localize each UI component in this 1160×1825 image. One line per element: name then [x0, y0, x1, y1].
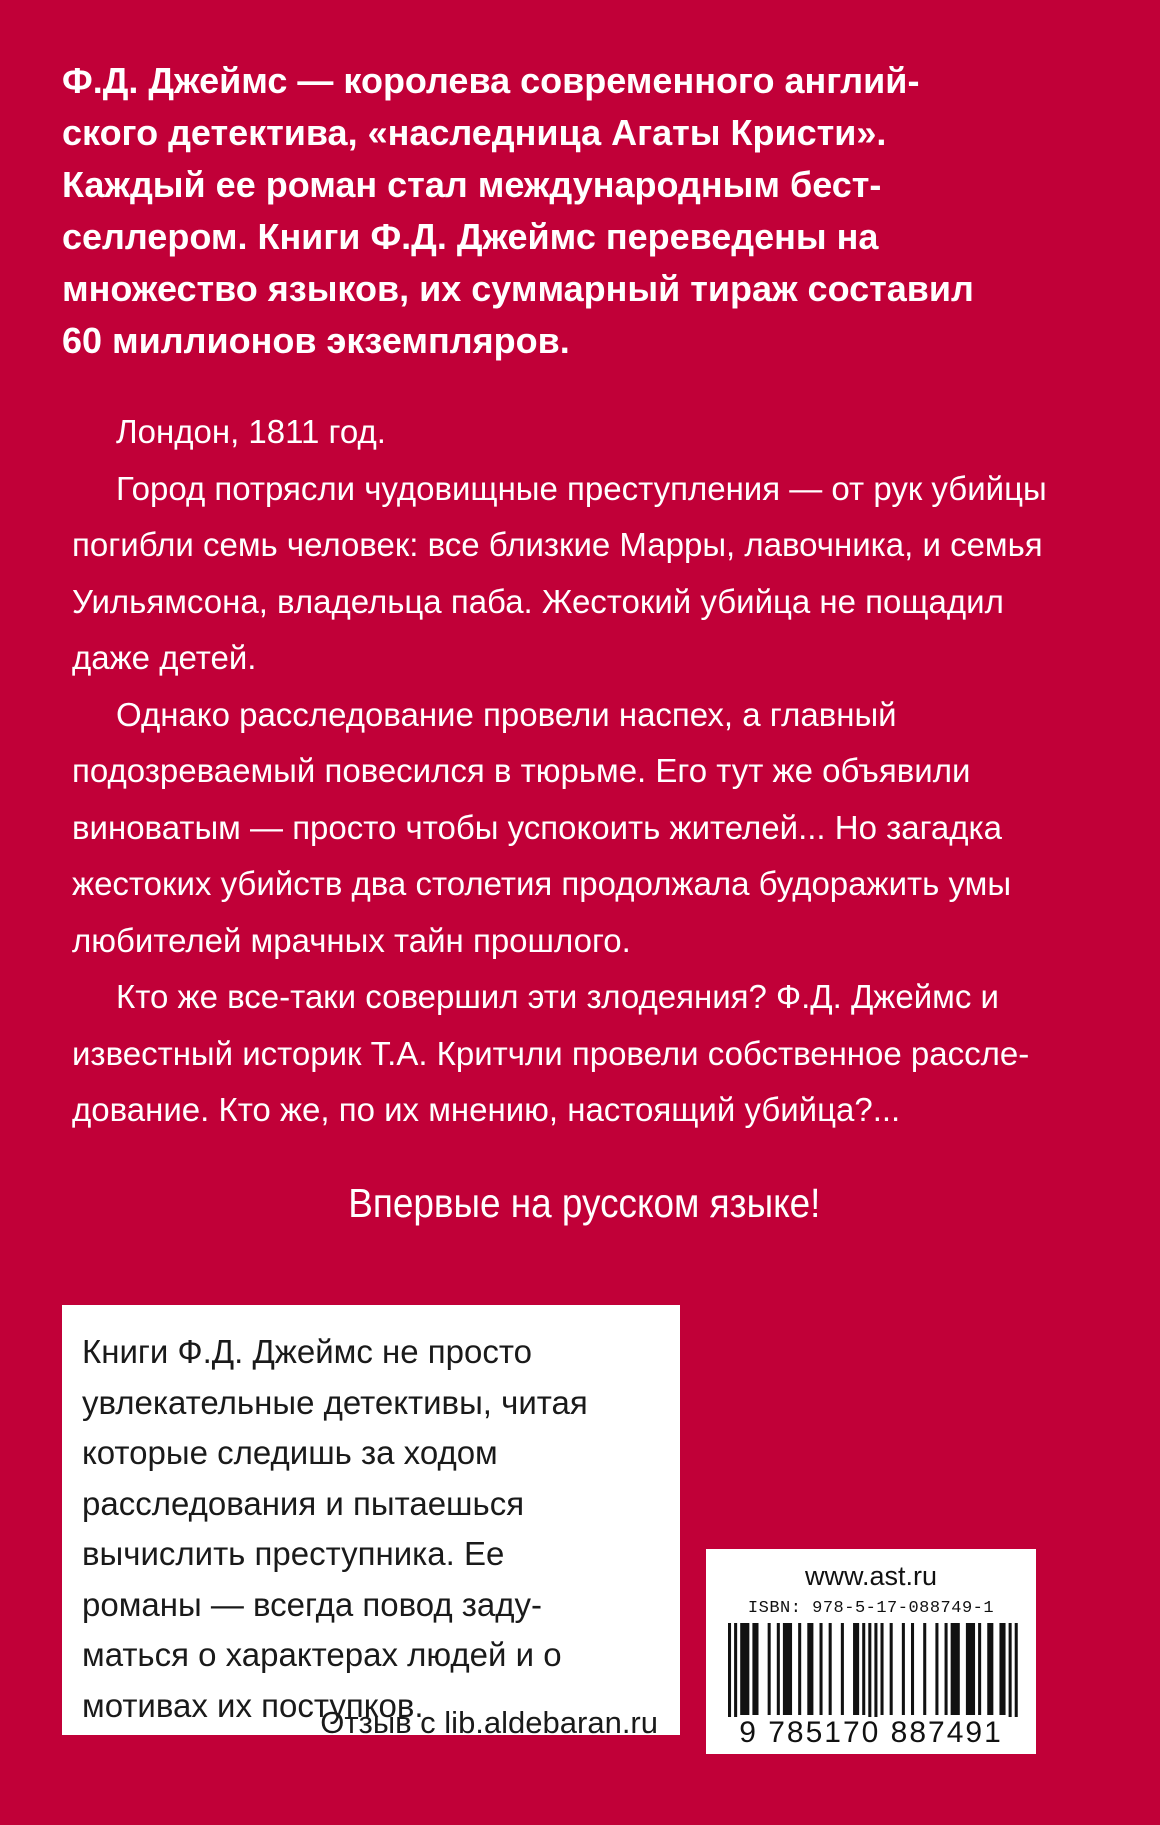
barcode-bar — [881, 1623, 884, 1715]
barcode-bar — [768, 1623, 771, 1715]
intro-line: множество языков, их суммарный тираж составил — [62, 268, 974, 309]
review-line: увлекательные детективы, читая — [82, 1383, 588, 1421]
barcode-bar — [874, 1623, 877, 1723]
review-source: Отзыв с lib.aldebaran.ru — [320, 1705, 658, 1740]
barcode-bar — [868, 1623, 871, 1723]
review-line: маться о характерах людей и о — [82, 1636, 562, 1673]
annotation-line: Город потрясли чудовищные преступления — от рук убийцы — [116, 469, 1047, 507]
barcode-bar — [862, 1623, 865, 1715]
review-line: вычислить преступника. Ее — [82, 1535, 505, 1572]
annotation-line: подозреваемый повесился в тюрьме. Его тут же объявили — [72, 752, 971, 789]
barcode-digits: 9 785170 887491 — [708, 1717, 1034, 1749]
review-line: Книги Ф.Д. Джеймс не просто — [82, 1333, 532, 1370]
barcode-bar — [923, 1623, 926, 1715]
publisher-intro — [62, 55, 1062, 367]
intro-line: 60 миллионов экземпляров. — [62, 320, 570, 361]
intro-line: селлером. Книги Ф.Д. Джеймс переведены на — [62, 216, 879, 257]
book-annotation — [72, 404, 1082, 1139]
barcode-bar — [798, 1623, 801, 1715]
barcode-bar — [987, 1623, 993, 1715]
barcode-bar — [1015, 1623, 1018, 1723]
annotation-line: даже детей. — [72, 639, 257, 676]
annotation-line: Уильямсона, владельца паба. Жестокий убийца не пощадил — [72, 582, 1004, 620]
annotation-line: погибли семь человек: все близкие Марры, лавочника, и семья — [72, 526, 1043, 563]
review-panel — [62, 1305, 680, 1740]
review-line: расследования и пытаешься — [82, 1484, 525, 1522]
barcode-bar — [902, 1623, 905, 1715]
annotation-line: любителей мрачных тайн прошлого. — [72, 921, 631, 959]
barcode-bar — [829, 1623, 832, 1715]
barcode-bar — [807, 1623, 813, 1715]
intro-line: Ф.Д. Джеймс — королева современного англий- — [62, 60, 920, 101]
review-line: которые следишь за ходом — [82, 1434, 498, 1471]
barcode-bar — [728, 1623, 731, 1723]
annotation-line: виноватым — просто чтобы успокоить жителей... Но загадка — [72, 808, 1003, 846]
intro-line: ского детектива, «наследница Агаты Кристи». — [62, 112, 887, 153]
barcode-bar — [890, 1623, 893, 1715]
first-in-russian-headline — [0, 1175, 1160, 1231]
barcode-bar — [841, 1623, 844, 1715]
review-line: мотивах их поступков. — [82, 1686, 424, 1724]
barcode-bar — [740, 1623, 749, 1715]
barcode-bar — [951, 1623, 960, 1715]
barcode-bar — [911, 1623, 914, 1715]
barcode-bar — [966, 1623, 975, 1715]
barcode-bar — [853, 1623, 859, 1715]
barcode-bar — [1009, 1623, 1012, 1723]
annotation-line: Кто же все-таки совершил эти злодеяния? Ф.Д. Джеймс и — [116, 978, 999, 1015]
barcode-bar — [935, 1623, 938, 1715]
barcode-bar — [783, 1623, 792, 1715]
review-line: романы — всегда повод заду- — [82, 1585, 543, 1623]
barcode-icon — [706, 1623, 1036, 1723]
barcode-bar — [752, 1623, 758, 1715]
barcode-bar — [945, 1623, 948, 1715]
annotation-line: Однако расследование провели наспех, а главный — [116, 695, 897, 733]
barcode-bar — [734, 1623, 737, 1723]
barcode-bar — [978, 1623, 981, 1715]
annotation-line: жестоких убийств два столетия продолжала будоражить умы — [72, 865, 1012, 902]
intro-line: Каждый ее роман стал международным бест- — [62, 164, 882, 205]
barcode-panel — [706, 1549, 1036, 1754]
annotation-line: известный историк Т.А. Критчли провели собственное рассле- — [72, 1034, 1030, 1072]
barcode-bar — [820, 1623, 823, 1715]
barcode-bar — [777, 1623, 780, 1715]
review-quote — [82, 1327, 588, 1731]
annotation-line: Лондон, 1811 год. — [116, 413, 386, 450]
headline-text: Впервые на русском языке! — [347, 1180, 821, 1226]
publisher-url: www.ast.ru — [804, 1561, 938, 1591]
isbn-label: ISBN: 978-5-17-088749-1 — [747, 1599, 995, 1618]
barcode-bar — [999, 1623, 1005, 1715]
annotation-line: дование. Кто же, по их мнению, настоящий убийца?... — [72, 1091, 901, 1128]
